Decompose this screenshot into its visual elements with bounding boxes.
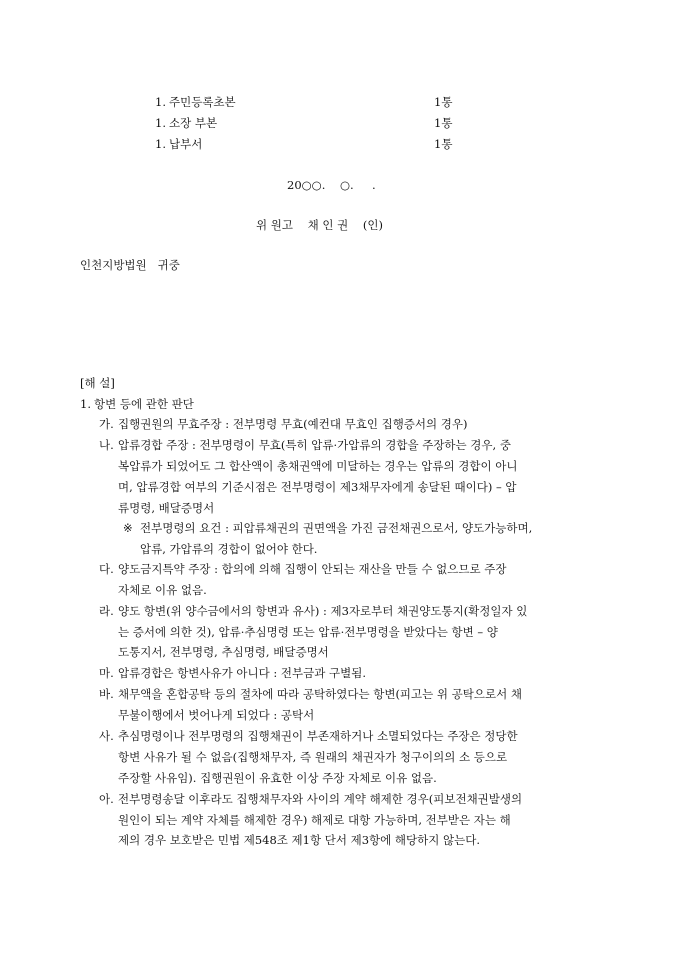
item-text-line: 복압류가 되었어도 그 합산액이 총채권액에 미달하는 경우는 압류의 경합이 아니 xyxy=(118,459,518,473)
item-mark: 가. xyxy=(99,417,114,431)
item-text-line: 집행권원의 무효주장 : 전부명령 무효(예컨대 무효인 집행증서의 경우) xyxy=(118,417,468,431)
attachment-quantity: 1통 xyxy=(434,137,453,151)
court-addressee: 인천지방법원 귀중 xyxy=(80,258,180,272)
item-text-line: 채무액을 혼합공탁 등의 절차에 따라 공탁하였다는 항변(피고는 위 공탁으로서 채 xyxy=(118,687,522,701)
note-mark: ※ xyxy=(123,521,133,535)
attachment-quantity: 1통 xyxy=(434,116,453,130)
item-mark: 라. xyxy=(99,604,114,618)
item-text-line: 는 증서에 의한 것), 압류·추심명령 또는 압류·전부명령을 받았다는 항변 – 양 xyxy=(118,625,498,639)
item-text-line: 주장할 사유임). 집행권원이 유효한 이상 주장 자체로 이유 없음. xyxy=(118,771,437,785)
item-mark: 아. xyxy=(99,792,114,806)
item-text-line: 항변 사유가 될 수 없음(집행채무자, 즉 원래의 채권자가 청구이의의 소 등으로 xyxy=(118,750,508,764)
note-text-line: 전부명령의 요건 : 피압류채권의 권면액을 가진 금전채권으로서, 양도가능하며, xyxy=(140,521,533,535)
note-text-line: 압류, 가압류의 경합이 없어야 한다. xyxy=(140,542,318,556)
attachment-number: 1. xyxy=(155,95,166,109)
document-date: 20○○. ○. . xyxy=(287,178,376,192)
item-mark: 바. xyxy=(99,687,114,701)
item-text-line: 양도금지특약 주장 : 합의에 의해 집행이 안되는 재산을 만들 수 없으므로 주장 xyxy=(118,562,507,576)
item-text-line: 도통지서, 전부명령, 추심명령, 배달증명서 xyxy=(118,645,329,659)
attachment-name: 주민등록초본 xyxy=(169,95,236,109)
item-text-line: 무불이행에서 벗어나게 되었다 : 공탁서 xyxy=(118,708,315,722)
item-text-line: 압류경합 주장 : 전부명령이 무효(특히 압류·가압류의 경합을 주장하는 경우, 중 xyxy=(118,438,511,452)
item-text-line: 며, 압류경합 여부의 기준시점은 전부명령이 제3채무자에게 송달된 때이다) – 압 xyxy=(118,480,517,494)
item-mark: 다. xyxy=(99,562,114,576)
item-text-line: 자체로 이유 없음. xyxy=(118,583,207,597)
item-text-line: 추심명령이나 전부명령의 집행채권이 부존재하거나 소멸되었다는 주장은 정당한 xyxy=(118,729,518,743)
item-text-line: 류명령, 배달증명서 xyxy=(118,501,215,515)
attachment-quantity: 1통 xyxy=(434,95,453,109)
item-mark: 나. xyxy=(99,438,114,452)
attachment-number: 1. xyxy=(155,137,166,151)
attachment-name: 납부서 xyxy=(169,137,203,151)
plaintiff-signature: 위 원고 채 인 권 (인) xyxy=(256,218,383,232)
item-text-line: 양도 항변(위 양수금에서의 항변과 유사) : 제3자로부터 채권양도통지(확정일자 있 xyxy=(118,604,528,618)
attachment-number: 1. xyxy=(155,116,166,130)
attachment-name: 소장 부본 xyxy=(169,116,218,130)
item-text-line: 제의 경우 보호받은 민법 제548조 제1항 단서 제3항에 해당하지 않는다. xyxy=(118,833,480,847)
section-number: 1. xyxy=(80,397,91,411)
item-mark: 마. xyxy=(99,666,114,680)
item-text-line: 전부명령송달 이후라도 집행채무자와 사이의 계약 해제한 경우(피보전채권발생의 xyxy=(118,792,523,806)
item-text-line: 압류경합은 항변사유가 아니다 : 전부금과 구별됨. xyxy=(118,666,366,680)
section-title: 항변 등에 관한 판단 xyxy=(94,397,194,411)
item-text-line: 원인이 되는 계약 자체를 해제한 경우) 해제로 대항 가능하며, 전부받은 자는 해 xyxy=(118,813,511,827)
item-mark: 사. xyxy=(99,729,114,743)
commentary-heading: [해 설] xyxy=(80,376,115,390)
